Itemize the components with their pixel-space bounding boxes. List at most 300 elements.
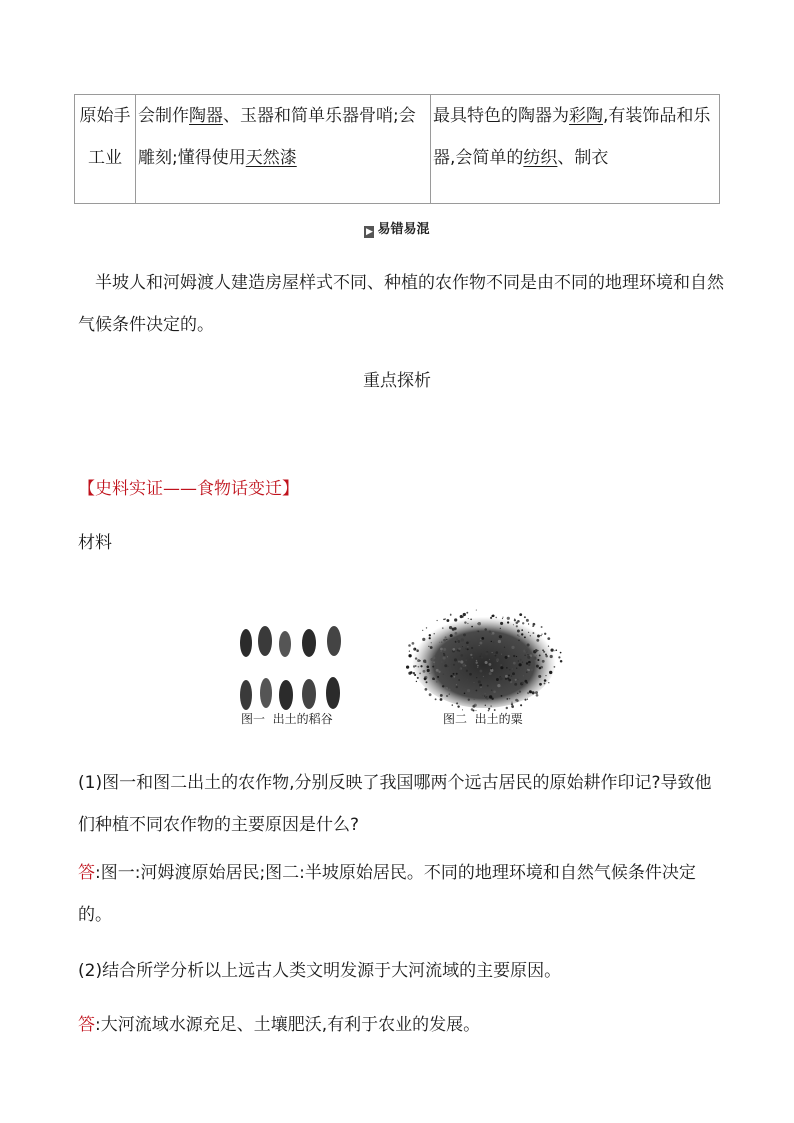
millet-grain <box>515 679 517 681</box>
millet-grain <box>499 677 502 680</box>
millet-grain <box>436 669 439 672</box>
millet-grain <box>454 658 457 661</box>
millet-grain <box>422 638 425 641</box>
millet-grain <box>533 657 536 660</box>
millet-grain <box>422 630 423 631</box>
millet-grain <box>505 656 508 659</box>
millet-grain <box>520 704 522 706</box>
millet-grain <box>467 648 469 650</box>
millet-grain <box>560 652 562 654</box>
millet-grain <box>525 649 528 652</box>
millet-grain <box>476 662 478 664</box>
millet-grain <box>467 646 468 647</box>
grain <box>279 631 291 657</box>
millet-grain <box>454 618 457 621</box>
underlined-term: 彩陶 <box>569 106 603 126</box>
millet-grain <box>450 634 453 637</box>
millet-grain <box>527 644 530 647</box>
millet-grain <box>539 654 541 656</box>
grain <box>279 680 293 710</box>
millet-grain <box>428 646 429 647</box>
millet-grain <box>547 637 550 640</box>
millet-grain <box>477 630 478 631</box>
figure2-caption: 图二 出土的粟 <box>443 712 523 726</box>
millet-grain <box>532 632 534 634</box>
grain <box>258 626 272 656</box>
millet-grain <box>527 656 530 659</box>
subject-title: 【史料实证——食物话变迁】 <box>78 479 299 499</box>
millet-grain <box>507 621 509 623</box>
millet-grain <box>461 654 464 657</box>
cell-text: 、制衣 <box>557 148 609 168</box>
millet-grain <box>504 675 505 676</box>
millet-grain <box>511 675 512 676</box>
millet-grain <box>456 638 458 640</box>
cell-text: 、玉器和简单乐器骨哨;会雕刻;懂得使用 <box>138 106 416 168</box>
millet-grain <box>482 695 483 696</box>
millet-grain <box>443 639 446 642</box>
millet-grain <box>492 652 493 653</box>
millet-grain <box>443 654 445 656</box>
millet-grain <box>418 666 420 668</box>
millet-grain <box>489 663 492 666</box>
millet-grain <box>519 690 521 692</box>
millet-grain <box>446 619 449 622</box>
millet-grain <box>476 677 477 678</box>
millet-grain <box>426 681 428 683</box>
grain <box>302 629 316 657</box>
millet-grain <box>536 639 539 642</box>
millet-grain <box>495 617 496 618</box>
millet-grain <box>495 655 497 657</box>
millet-grain <box>466 612 468 614</box>
millet-grain <box>522 622 524 624</box>
millet-grain <box>537 635 540 638</box>
millet-grain <box>460 660 463 663</box>
millet-grain <box>457 692 458 693</box>
millet-grain <box>420 665 422 667</box>
cell-text: ,有装饰品和乐器,会简单的 <box>433 106 711 168</box>
millet-grain <box>536 655 537 656</box>
millet-grain <box>479 642 482 645</box>
millet-grain <box>548 682 549 683</box>
millet-grain <box>486 697 489 700</box>
millet-grain <box>506 667 507 668</box>
millet-grain <box>453 673 455 675</box>
confusion-heading-text: 易错易混 <box>377 222 430 237</box>
millet-grain <box>535 691 538 694</box>
millet-grain <box>487 685 489 687</box>
millet-grain <box>443 656 446 659</box>
millet-grain <box>491 615 493 617</box>
millet-grain <box>505 678 507 680</box>
millet-grain <box>524 680 527 683</box>
millet-grain <box>484 696 485 697</box>
millet-grain <box>406 666 409 669</box>
tag-icon: ▶ <box>366 227 373 237</box>
millet-grain <box>450 675 452 677</box>
millet-grain <box>484 693 486 695</box>
millet-grain <box>501 695 503 697</box>
millet-grain <box>471 647 473 649</box>
millet-grain <box>518 660 519 661</box>
millet-grain <box>453 676 455 678</box>
millet-grain <box>536 665 539 668</box>
millet-grain <box>538 675 541 678</box>
millet-grain <box>505 675 508 678</box>
millet-grain <box>425 688 428 691</box>
table-row <box>75 95 720 204</box>
underlined-term: 陶器 <box>189 106 223 126</box>
millet-grain <box>497 684 500 687</box>
millet-grain <box>470 618 472 620</box>
millet-grain <box>415 665 417 667</box>
hemudu-cell <box>431 95 720 204</box>
millet-grain <box>560 660 563 663</box>
millet-grain <box>464 693 466 695</box>
millet-grain <box>436 681 438 683</box>
millet-grain <box>485 705 486 706</box>
millet-grain <box>467 689 470 692</box>
millet-grain <box>477 630 479 632</box>
millet-grain <box>448 689 450 691</box>
millet-grain <box>442 627 443 628</box>
millet-grain <box>446 639 447 640</box>
millet-grain <box>479 684 482 687</box>
millet-grain <box>423 660 426 663</box>
question-2: (2)结合所学分析以上远古人类文明发源于大河流域的主要原因。 <box>78 961 562 981</box>
millet-grain <box>469 673 472 676</box>
millet-grain <box>487 658 489 660</box>
millet-grain <box>440 698 443 701</box>
millet-grain <box>435 698 437 700</box>
millet-grain <box>507 617 510 620</box>
millet-grain <box>519 663 522 666</box>
millet-grain <box>474 699 475 700</box>
row-label: 原始手工业 <box>79 106 131 168</box>
millet-grain <box>502 618 503 619</box>
millet-grain <box>516 622 519 625</box>
millet-grain <box>443 648 446 651</box>
millet-grain <box>414 674 416 676</box>
millet-grain <box>463 633 466 636</box>
millet-grain <box>419 672 421 674</box>
millet-grain <box>536 694 539 697</box>
millet-grain <box>468 699 470 701</box>
millet-grain <box>499 630 500 631</box>
millet-grain <box>527 699 528 700</box>
millet-grain <box>533 623 536 626</box>
cell-text: 会制作 <box>138 106 189 126</box>
figure1-caption: 图一 出土的稻谷 <box>241 712 333 726</box>
millet-grain <box>454 627 456 629</box>
millet-grain <box>554 666 556 668</box>
banpo-description <box>138 95 430 203</box>
millet-grain <box>496 678 499 681</box>
millet-grain <box>517 634 519 636</box>
millet-grain <box>426 665 429 668</box>
millet-grain <box>480 686 482 688</box>
millet-grain <box>508 679 511 682</box>
millet-grain <box>522 662 523 663</box>
millet-grain <box>429 634 431 636</box>
hemudu-description <box>433 95 719 203</box>
millet-grain <box>516 670 517 671</box>
millet-grain <box>489 672 492 675</box>
millet-grain <box>440 651 441 652</box>
millet-grain <box>491 668 492 669</box>
answer-1 <box>78 852 728 936</box>
millet-grain <box>512 668 513 669</box>
millet-grain <box>477 667 478 668</box>
millet-grain <box>443 674 444 675</box>
millet-grain <box>509 698 511 700</box>
underlined-term: 纺织 <box>523 148 558 168</box>
millet-grain <box>502 617 503 618</box>
millet-grain <box>423 670 426 673</box>
millet-grain <box>471 626 473 628</box>
millet-grain <box>527 692 529 694</box>
millet-grain <box>413 648 415 650</box>
grain <box>326 677 340 709</box>
millet-grain <box>498 640 501 643</box>
millet-grain <box>524 699 526 701</box>
confusion-paragraph: 半坡人和河姆渡人建造房屋样式不同、种植的农作物不同是由不同的地理环境和自然气候条件决定的。 <box>78 273 724 335</box>
millet-grain <box>537 659 539 661</box>
millet-grain <box>455 641 457 643</box>
millet-grain <box>417 677 419 679</box>
millet-grain <box>429 673 430 674</box>
millet-grain <box>458 661 460 663</box>
millet-grain <box>416 681 417 682</box>
millet-grain <box>436 620 437 621</box>
grain-group-top <box>240 626 341 657</box>
millet-grain <box>457 640 460 643</box>
grain <box>327 626 341 656</box>
millet-grain <box>524 616 526 618</box>
answer-2-text: :大河流域水源充足、土壤肥沃,有利于农业的发展。 <box>95 1015 481 1035</box>
millet-grain <box>419 660 421 662</box>
millet-grain <box>541 634 542 635</box>
millet-grain <box>496 651 499 654</box>
millet-grain <box>516 656 517 657</box>
millet-grain <box>489 695 492 698</box>
millet-grain <box>484 628 487 631</box>
millet-grain <box>490 617 492 619</box>
millet-grain <box>429 637 431 639</box>
millet-grain <box>508 655 510 657</box>
millet-grain <box>461 638 464 641</box>
millet-grain <box>548 645 549 646</box>
millet-grain <box>456 673 458 675</box>
millet-grain <box>445 687 448 690</box>
millet-grain <box>493 653 495 655</box>
millet-grain <box>452 704 453 705</box>
millet-grain <box>426 627 427 628</box>
millet-grain <box>496 658 499 661</box>
millet-pile-image <box>404 590 566 730</box>
millet-grain <box>531 668 534 671</box>
millet-grain <box>520 668 522 670</box>
millet-grain <box>543 651 545 653</box>
millet-grain <box>456 702 458 704</box>
millet-grain <box>490 669 493 672</box>
millet-grain <box>464 621 466 623</box>
millet-grain <box>491 634 492 635</box>
millet-grain <box>524 655 525 656</box>
crafts-table <box>74 94 720 204</box>
millet-grain <box>447 666 449 668</box>
answer-2 <box>78 1004 728 1046</box>
millet-grain <box>483 676 484 677</box>
millet-grain <box>460 615 463 618</box>
millet-grain <box>489 630 491 632</box>
grain <box>260 678 272 708</box>
millet-grain <box>465 660 467 662</box>
answer-1-text: :图一:河姆渡原始居民;图二:半坡原始居民。不同的地理环境和自然气候条件决定的。 <box>78 863 696 925</box>
millet-grain <box>485 652 488 655</box>
millet-grain <box>532 691 535 694</box>
millet-grain <box>472 705 475 708</box>
millet-grain <box>524 636 526 638</box>
millet-grain <box>458 679 460 681</box>
millet-grain <box>542 660 545 663</box>
millet-grain <box>526 671 528 673</box>
millet-grain <box>435 661 437 663</box>
millet-grain <box>434 664 435 665</box>
millet-grain <box>424 677 427 680</box>
millet-grain <box>514 683 517 686</box>
millet-grain <box>545 675 546 676</box>
millet-grain <box>481 653 482 654</box>
millet-grain <box>516 668 517 669</box>
millet-grain <box>459 649 461 651</box>
millet-grain <box>480 656 481 657</box>
millet-grain <box>476 610 477 611</box>
millet-grain <box>513 662 516 665</box>
millet-grain <box>527 654 528 655</box>
millet-grain <box>455 632 458 635</box>
millet-grain <box>433 653 434 654</box>
millet-grain <box>489 659 490 660</box>
millet-grain <box>511 646 514 649</box>
millet-grain <box>513 624 514 625</box>
row-label-cell <box>75 95 136 204</box>
banpo-cell <box>136 95 431 204</box>
millet-grain <box>530 635 531 636</box>
millet-grain <box>518 640 520 642</box>
millet-grain <box>528 663 529 664</box>
millet-grain <box>476 660 477 661</box>
millet-grain <box>456 686 458 688</box>
millet-grain <box>554 650 555 651</box>
millet-grain <box>465 648 466 649</box>
millet-grain <box>526 662 528 664</box>
millet-grain <box>491 641 492 642</box>
millet-grain <box>481 656 483 658</box>
millet-grain <box>517 679 518 680</box>
millet-grain <box>441 641 443 643</box>
millet-grain <box>408 644 411 647</box>
section-title: 重点探析 <box>363 371 431 391</box>
millet-grain <box>441 661 442 662</box>
millet-grain <box>538 650 539 651</box>
millet-grain <box>444 664 447 667</box>
cell-text: 最具特色的陶器为 <box>433 106 569 126</box>
millet-grain <box>470 654 472 656</box>
millet-grain <box>449 693 450 694</box>
millet-grain <box>523 675 524 676</box>
millet-grain <box>541 626 543 628</box>
millet-grain <box>410 671 413 674</box>
millet-grain <box>522 682 524 684</box>
confusion-heading <box>0 218 794 238</box>
millet-grain <box>433 678 435 680</box>
millet-grain <box>438 671 440 673</box>
millet-grain <box>526 619 529 622</box>
millet-grain <box>478 680 481 683</box>
millet-grain <box>519 613 522 616</box>
millet-grain <box>518 636 519 637</box>
millet-grain <box>513 655 515 657</box>
grain <box>240 629 252 657</box>
millet-grain <box>511 703 513 705</box>
millet-grain <box>514 618 515 619</box>
grain-group-bottom <box>240 677 340 710</box>
grain <box>302 679 316 709</box>
millet-grain <box>535 649 538 652</box>
millet-grain <box>506 707 508 709</box>
millet-grain <box>528 623 529 624</box>
millet-grain <box>415 657 417 659</box>
millet-grain <box>416 649 419 652</box>
millet-grain <box>453 664 455 666</box>
millet-grain <box>558 656 560 658</box>
millet-grain <box>456 684 457 685</box>
millet-grain <box>539 667 541 669</box>
millet-grain <box>458 650 460 652</box>
millet-grain <box>452 648 455 651</box>
millet-grain <box>431 642 432 643</box>
millet-grain <box>479 645 480 646</box>
millet-grain <box>462 646 463 647</box>
millet-grain <box>512 672 515 675</box>
millet-grain <box>444 662 446 664</box>
millet-grain <box>409 650 410 651</box>
millet-grain <box>447 656 448 657</box>
millet-grain <box>434 633 435 634</box>
millet-grain <box>437 676 439 678</box>
answer-label: 答 <box>78 1015 95 1035</box>
millet-grain <box>432 656 435 659</box>
millet-grain <box>480 639 481 640</box>
millet-grain <box>520 659 522 661</box>
millet-grain <box>491 690 492 691</box>
millet-grain <box>493 690 496 693</box>
millet-grain <box>499 635 502 638</box>
millet-grain <box>506 698 508 700</box>
millet-grain <box>493 641 495 643</box>
millet-grain <box>517 630 520 633</box>
millet-grain <box>500 622 503 625</box>
millet-grain <box>439 642 440 643</box>
millet-grain <box>500 664 502 666</box>
millet-grain <box>432 666 434 668</box>
millet-grain <box>544 682 546 684</box>
answer-label: 答 <box>78 863 95 883</box>
millet-grain <box>556 649 558 651</box>
millet-grain <box>442 685 444 687</box>
